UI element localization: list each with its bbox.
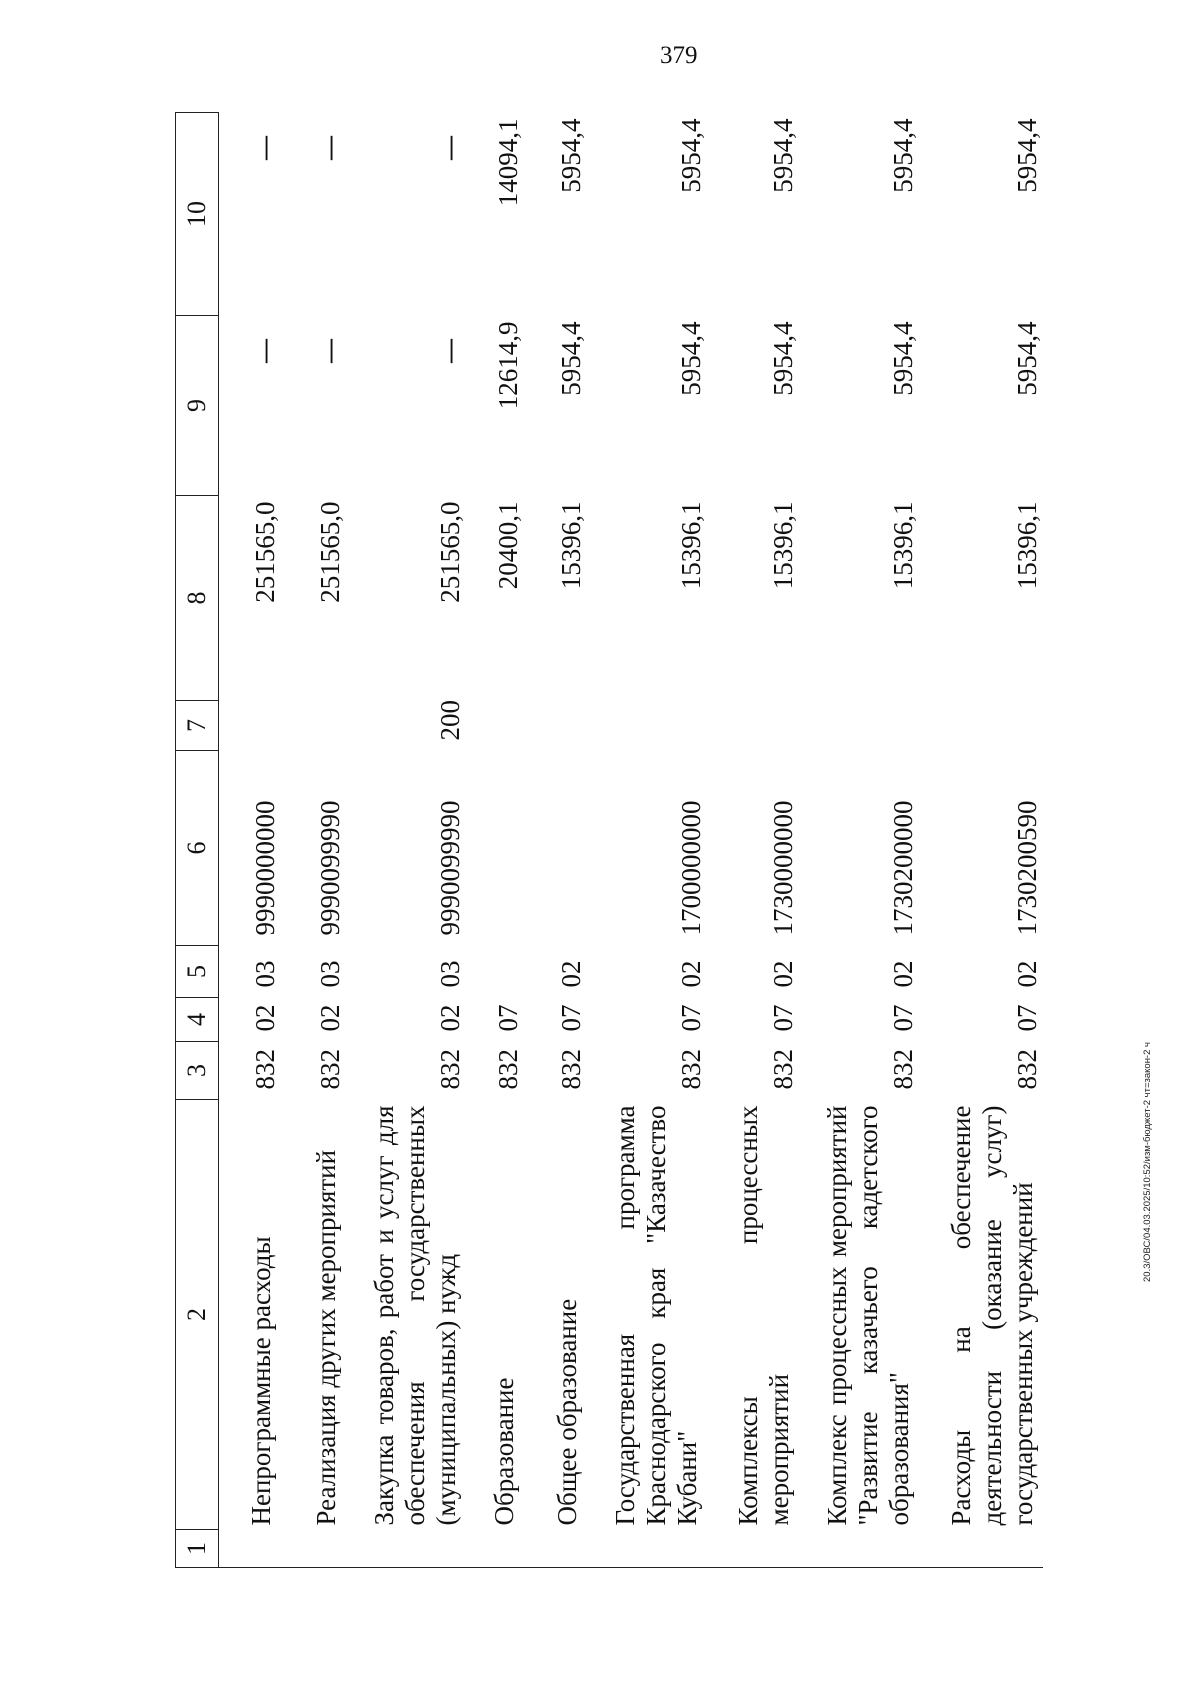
cell-col5: 02 xyxy=(1011,960,1042,988)
cell-col8: 251565,0 xyxy=(434,501,465,603)
cell-col7: 200 xyxy=(434,700,465,741)
table-row xyxy=(707,113,799,1568)
cell-col10: 5954,4 xyxy=(767,118,798,193)
header-col-7: 7 xyxy=(176,701,219,751)
cell-col10: 5954,4 xyxy=(555,118,586,193)
table-row xyxy=(281,113,346,1568)
document-stamp: 20.3/ОВС/04.03.2025/10:52/изм-бюджет-2 чт=закон-2 ч xyxy=(1142,1042,1153,1282)
cell-col8: 15396,1 xyxy=(887,501,918,590)
cell-col8: 20400,1 xyxy=(492,501,523,590)
cell-col6: 1730200000 xyxy=(887,800,918,936)
cell-col6: 9990099990 xyxy=(434,800,465,936)
cell-col9: 5954,4 xyxy=(555,321,586,396)
table-row xyxy=(919,113,1043,1568)
row-name: Комплексы процессных мероприятий xyxy=(732,1105,794,1526)
cell-col4: 02 xyxy=(434,1004,465,1032)
cell-col3: 832 xyxy=(1011,1049,1042,1090)
row-name: Непрограммные расходы xyxy=(245,1236,276,1526)
row-name: Закупка товаров, работ и услуг для обеспечения государственных (муниципальных) нужд xyxy=(368,1105,461,1526)
cell-col10: 14094,1 xyxy=(492,118,523,207)
cell-col9: 5954,4 xyxy=(767,321,798,396)
cell-col5: 03 xyxy=(314,960,345,988)
row-name: Образование xyxy=(488,1377,519,1526)
header-col-10: 10 xyxy=(176,113,219,316)
row-name: Реализация других мероприятий xyxy=(310,1149,341,1526)
cell-col3: 832 xyxy=(249,1049,280,1090)
cell-col6: 9990099990 xyxy=(314,800,345,936)
cell-col3: 832 xyxy=(887,1049,918,1090)
budget-table xyxy=(175,112,1043,1568)
cell-col9: 5954,4 xyxy=(675,321,706,396)
cell-col10: — xyxy=(314,134,346,162)
cell-col7 xyxy=(466,701,524,751)
cell-col5: 02 xyxy=(555,960,586,988)
cell-col3: 832 xyxy=(767,1049,798,1090)
cell-col7 xyxy=(707,701,799,751)
cell-col5: 02 xyxy=(767,960,798,988)
cell-col3: 832 xyxy=(434,1049,465,1090)
cell-col7 xyxy=(524,701,587,751)
row-name: Расходы на обеспечение деятельности (оказание услуг) государственных учреждений xyxy=(945,1105,1038,1526)
cell-col4: 02 xyxy=(314,1004,345,1032)
cell-col9: 12614,9 xyxy=(492,321,523,410)
table-row xyxy=(799,113,919,1568)
cell-col4: 07 xyxy=(555,1004,586,1032)
cell-col5: 02 xyxy=(887,960,918,988)
row-name: Общее образование xyxy=(551,1298,582,1526)
cell-col8: 15396,1 xyxy=(767,501,798,590)
cell-col6: 1700000000 xyxy=(675,800,706,936)
cell-col5: 02 xyxy=(675,960,706,988)
cell-col4: 07 xyxy=(887,1004,918,1032)
cell-col7 xyxy=(281,701,346,751)
cell-col6 xyxy=(524,751,587,946)
row-name: Комплекс процессных мероприятий "Развитие казачьего кадетского образования" xyxy=(821,1105,914,1526)
cell-col7 xyxy=(219,701,281,751)
cell-col5: 03 xyxy=(249,960,280,988)
cell-col4: 07 xyxy=(1011,1004,1042,1032)
cell-col9: — xyxy=(314,337,346,365)
cell-col3: 832 xyxy=(675,1049,706,1090)
cell-col9: 5954,4 xyxy=(887,321,918,396)
table-row xyxy=(587,113,707,1568)
cell-col7 xyxy=(799,701,919,751)
header-col-9: 9 xyxy=(176,316,219,496)
header-col-2: 2 xyxy=(176,1100,219,1530)
cell-col7 xyxy=(919,701,1043,751)
page-number: 379 xyxy=(660,42,698,69)
cell-col6 xyxy=(466,751,524,946)
table-row xyxy=(346,113,466,1568)
cell-col3: 832 xyxy=(314,1049,345,1090)
cell-col3: 832 xyxy=(492,1049,523,1090)
header-col-3: 3 xyxy=(176,1042,219,1100)
cell-col6: 1730000000 xyxy=(767,800,798,936)
cell-col9: — xyxy=(249,337,281,365)
cell-col4: 07 xyxy=(675,1004,706,1032)
rotated-table-container xyxy=(175,113,1065,1568)
cell-col10: — xyxy=(434,134,466,162)
cell-col10: — xyxy=(249,134,281,162)
row-name: Государственная программа Краснодарского края "Казачество Кубани" xyxy=(609,1105,702,1526)
header-col-5: 5 xyxy=(176,946,219,998)
cell-col9: 5954,4 xyxy=(1011,321,1042,396)
cell-col10: 5954,4 xyxy=(675,118,706,193)
cell-col7 xyxy=(587,701,707,751)
cell-col10: 5954,4 xyxy=(1011,118,1042,193)
cell-col5: 03 xyxy=(434,960,465,988)
cell-col6: 1730200590 xyxy=(1011,800,1042,936)
cell-col8: 251565,0 xyxy=(249,501,280,603)
cell-col8: 15396,1 xyxy=(555,501,586,590)
rotated-table-inner xyxy=(175,113,1065,1568)
cell-col3: 832 xyxy=(555,1049,586,1090)
table-row xyxy=(219,113,281,1568)
header-row xyxy=(176,113,219,1568)
header-col-8: 8 xyxy=(176,496,219,701)
cell-col10: 5954,4 xyxy=(887,118,918,193)
cell-col4: 07 xyxy=(767,1004,798,1032)
cell-col4: 07 xyxy=(492,1004,523,1032)
cell-col9: — xyxy=(434,337,466,365)
table-row xyxy=(466,113,524,1568)
cell-col8: 15396,1 xyxy=(675,501,706,590)
cell-col8: 251565,0 xyxy=(314,501,345,603)
cell-col4: 02 xyxy=(249,1004,280,1032)
header-col-6: 6 xyxy=(176,751,219,946)
cell-col8: 15396,1 xyxy=(1011,501,1042,590)
cell-col5 xyxy=(466,946,524,998)
table-row xyxy=(524,113,587,1568)
cell-col6: 9990000000 xyxy=(249,800,280,936)
header-col-4: 4 xyxy=(176,998,219,1042)
header-col-1: 1 xyxy=(176,1530,219,1568)
